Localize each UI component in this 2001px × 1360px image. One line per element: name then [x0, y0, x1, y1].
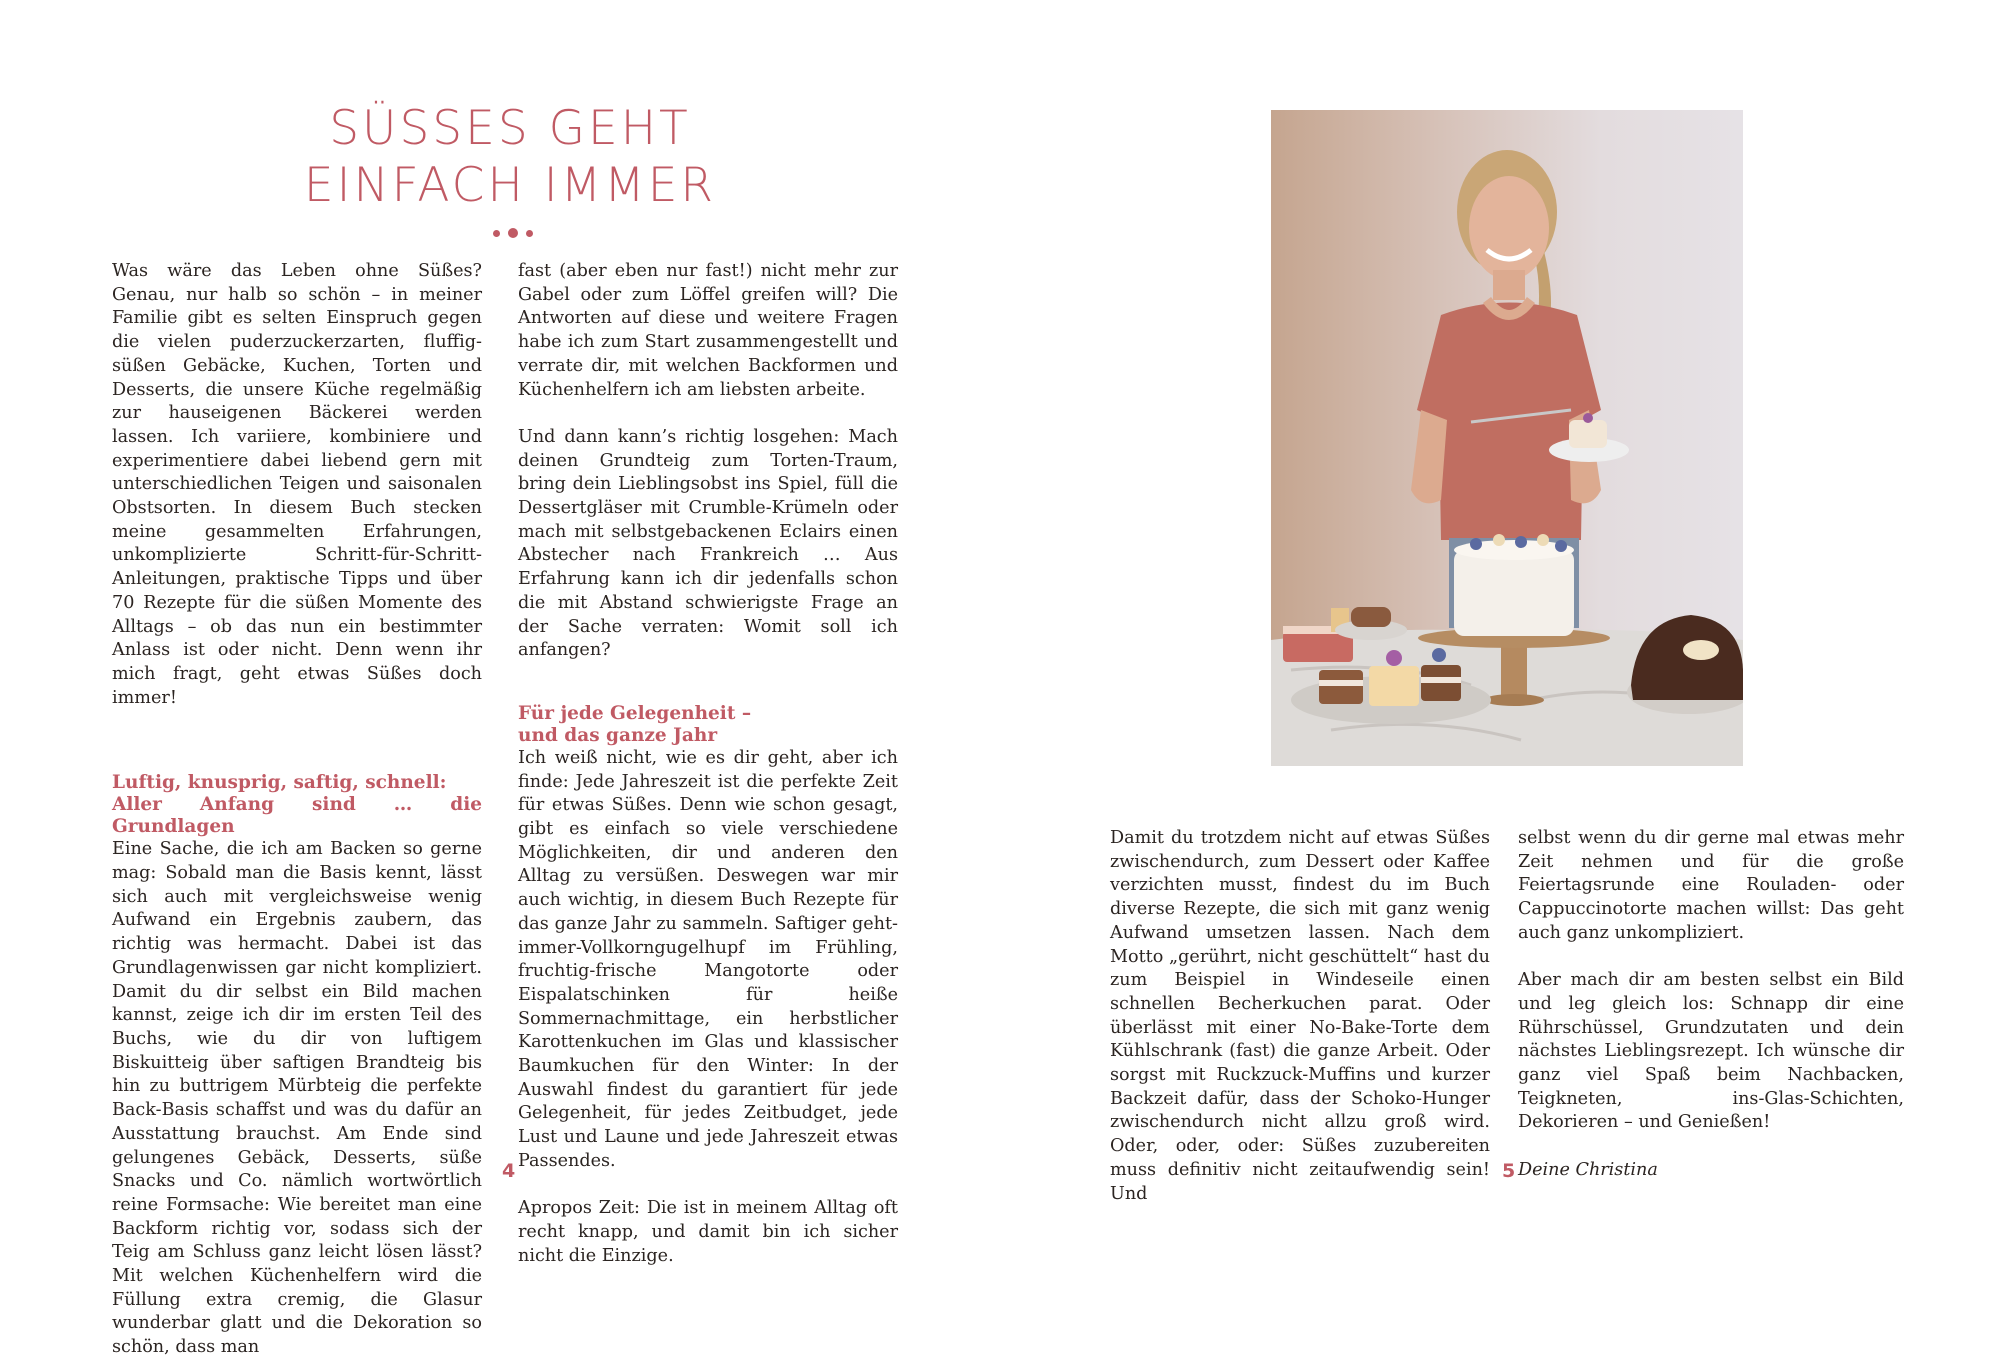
ornament-dot [508, 228, 518, 238]
author-with-cakes-illustration [1271, 110, 1743, 766]
title-line-1: SÜSSES GEHT [329, 101, 691, 156]
time-paragraph: Apropos Zeit: Die ist in meinem Alltag oft recht knapp, und damit bin ich sicher nicht die Einzige. [518, 1198, 898, 1266]
left-page [0, 0, 1000, 1358]
festive-paragraph: selbst wenn du dir gerne mal etwas mehr Zeit nehmen und für die große Feiertagsrunde eine Rouladen- oder Cappuccinotorte machen willst: Das geht auch ganz unkompliziert. [1518, 828, 1904, 943]
heading-line: und das ganze Jahr [518, 724, 718, 746]
heading-line: Luftig, knusprig, saftig, schnell: [112, 772, 447, 794]
heading-line: Für jede Gelegenheit – [518, 702, 752, 724]
intro-continuation: fast (aber eben nur fast!) nicht mehr zur Gabel oder zum Löffel greifen will? Die Antworten auf diese und weitere Fragen habe ich zum Start zusammengestellt und verrate dir, mit welchen Backformen und Küchenhelfern ich am liebsten arbeite. [518, 261, 898, 400]
page-number: 4 [502, 1160, 516, 1182]
title-line-2: EINFACH IMMER [303, 158, 717, 213]
text-column-4 [1518, 827, 1904, 1183]
ornament-dot [526, 230, 533, 237]
author-photo [1271, 110, 1743, 766]
page-number: 5 [1502, 1160, 1516, 1182]
occasions-paragraph: Ich weiß nicht, wie es dir geht, aber ich finde: Jede Jahreszeit ist die perfekte Zeit für etwas Süßes. Denn wie schon gesagt, gibt es einfach so viele verschiedene Möglichkeiten, dir und anderen den Alltag zu versüßen. Deswegen war mir auch wichtig, in diesem Buch Rezepte für das ganze Jahr zu sammeln. Saftiger geht-immer-Vollkorngugelhupf im Frühling, fruchtig-frische Mangotorte oder Eispalatschinken für heiße Sommernachmittage, ein herbstlicher Karottenkuchen im Glas und klassischer Baumkuchen für den Winter: In der Auswahl findest du garantiert für jede Gelegenheit, für jedes Zeitbudget, jede Lust und Laune und jede Jahreszeit etwas Passendes. [518, 747, 898, 1171]
closing-paragraph: Aber mach dir am besten selbst ein Bild und leg gleich los: Schnapp dir eine Rührschüssel, Grundzutaten und dein nächstes Lieblingsrezept. Ich wünsche dir ganz viel Spaß beim Nachbacken, Teigkneten, ins-Glas-Schichten, Dekorieren – und Genießen! [1518, 970, 1904, 1133]
paragraph-start: Und dann kann’s richtig losgehen: Mach deinen Grundteig zum Torten-Traum, bring dein Lieblingsobst ins Spiel, füll die Dessertgläser mit Crumble-Krümeln oder mach mit selbstgebackenen Eclairs einen Abstecher nach Frankreich … Aus Erfahrung kann ich dir jedenfalls schon die mit Abstand schwierigste Frage an der Sache verraten: Womit soll ich anfangen? [518, 426, 898, 661]
text-column-1 [112, 260, 482, 1360]
section-heading-occasions [518, 703, 898, 747]
text-column-3 [1110, 827, 1490, 1206]
basics-paragraph: Eine Sache, die ich am Backen so gerne mag: Sobald man die Basis kennt, lässt sich auch mit vergleichsweise wenig Aufwand ein Ergebnis zaubern, das richtig was hermacht. Dabei ist das Grundlagenwissen gar nicht kompliziert. Damit du dir selbst ein Bild machen kannst, zeige ich dir im ersten Teil des Buchs, wie du dir von luftigem Biskuitteig über saftigen Brandteig bis hin zu buttrigem Mürbteig die perfekte Back-Basis schaffst und was du dafür an Ausstattung brauchst. Am Ende sind gelungenes Gebäck, Desserts, süße Snacks und Co. nämlich wortwörtlich reine Formsache: Wie bereitet man eine Backform richtig vor, sodass sich der Teig am Schluss ganz leicht lösen lässt? Mit welchen Küchenhelfern wird die Füllung extra cremig, die Glasur wunderbar glatt und die Dekoration so schön, dass man [112, 839, 482, 1358]
quick-recipes-paragraph: Damit du trotzdem nicht auf etwas Süßes zwischendurch, zum Dessert oder Kaffee verzichten musst, findest du im Buch diverse Rezepte, die sich mit ganz wenig Aufwand umsetzen lassen. Nach dem Motto „gerührt, nicht geschüttelt“ hast du zum Beispiel in Windeseile einen schnellen Becherkuchen parat. Oder überlässt mit einer No-Bake-Torte dem Kühlschrank (fast) die ganze Arbeit. Oder sorgst mit Ruckzuck-Muffins und kurzer Backzeit dafür, dass der Schoko-Hunger zwischendurch nicht allzu groß wird. Oder, oder, oder: Süßes zuzubereiten muss definitiv nicht zeitaufwendig sein! Und [1110, 828, 1490, 1204]
ornament-dot [493, 230, 500, 237]
page-title [300, 100, 720, 214]
heading-line: Aller Anfang sind … die Grundlagen [112, 794, 482, 838]
section-heading-basics [112, 772, 482, 838]
ornament-dots [493, 227, 533, 239]
intro-paragraph: Was wäre das Leben ohne Süßes? Genau, nur halb so schön – in meiner Familie gibt es selten Einspruch gegen die vielen puderzuckerzarten, fluffig-süßen Gebäcke, Kuchen, Torten und Desserts, die unsere Küche regelmäßig zur hauseigenen Bäckerei werden lassen. Ich variiere, kombiniere und experimentiere dabei liebend gern mit unterschiedlichen Teigen und saisonalen Obstsorten. In diesem Buch stecken meine gesammelten Erfahrungen, unkomplizierte Schritt-für-Schritt-Anleitungen, praktische Tipps und über 70 Rezepte für die süßen Momente des Alltags – ob das nun ein bestimmter Anlass ist oder nicht. Denn wenn ihr mich fragt, geht etwas Süßes doch immer! [112, 261, 482, 708]
text-column-2 [518, 260, 898, 1268]
signature: Deine Christina [1518, 1159, 1658, 1180]
